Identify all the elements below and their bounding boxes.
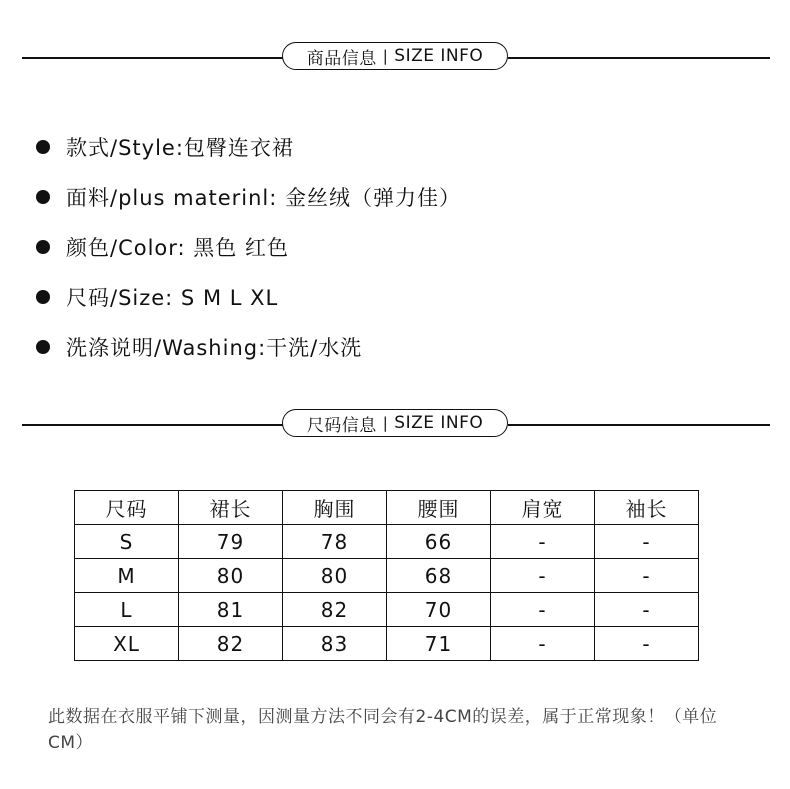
header-rule-right [508, 57, 770, 59]
table-cell: 82 [179, 627, 283, 661]
table-cell: 78 [283, 525, 387, 559]
table-header-cell: 腰围 [387, 491, 491, 525]
table-cell: 71 [387, 627, 491, 661]
table-cell: - [595, 525, 699, 559]
bullet-icon [36, 190, 50, 204]
info-item-text: 面料/plus materinl: 金丝绒（弹力佳） [66, 186, 462, 210]
size-table [74, 490, 699, 661]
table-header-cell: 胸围 [283, 491, 387, 525]
header-rule-left [22, 57, 284, 59]
table-header-row [75, 491, 699, 525]
table-cell: - [491, 593, 595, 627]
table-header-cell: 尺码 [75, 491, 179, 525]
product-info-list [36, 122, 461, 372]
table-cell: S [75, 525, 179, 559]
table-row [75, 593, 699, 627]
table-cell: M [75, 559, 179, 593]
table-cell: 80 [179, 559, 283, 593]
title-separator: | [382, 414, 389, 432]
table-row [75, 627, 699, 661]
info-item-text: 尺码/Size: S M L XL [66, 286, 279, 310]
bullet-icon [36, 290, 50, 304]
table-header-cell: 肩宽 [491, 491, 595, 525]
measurement-note: 此数据在衣服平铺下测量，因测量方法不同会有2-4CM的误差，属于正常现象！（单位CM） [48, 707, 718, 753]
table-cell: 68 [387, 559, 491, 593]
bullet-icon [36, 340, 50, 354]
table-cell: 80 [283, 559, 387, 593]
size-info-pill [282, 409, 508, 437]
info-item-size [36, 272, 461, 322]
table-row [75, 525, 699, 559]
table-row [75, 559, 699, 593]
info-item-material [36, 172, 461, 222]
bullet-icon [36, 240, 50, 254]
table-header-cell: 裙长 [179, 491, 283, 525]
table-header-cell: 袖长 [595, 491, 699, 525]
table-cell: - [595, 559, 699, 593]
table-cell: 66 [387, 525, 491, 559]
table-cell: - [595, 593, 699, 627]
table-cell: - [491, 525, 595, 559]
table-cell: 79 [179, 525, 283, 559]
table-cell: 82 [283, 593, 387, 627]
table-cell: 81 [179, 593, 283, 627]
info-item-text: 款式/Style:包臀连衣裙 [66, 136, 294, 160]
table-cell: 70 [387, 593, 491, 627]
info-item-washing [36, 322, 461, 372]
product-info-title-cn: 商品信息 [306, 48, 377, 69]
info-item-text: 洗涤说明/Washing:干洗/水洗 [66, 336, 363, 360]
header-rule-left [22, 424, 284, 426]
product-info-pill [282, 42, 508, 70]
product-info-header [0, 41, 790, 75]
info-item-text: 颜色/Color: 黑色 红色 [66, 236, 289, 260]
size-info-title-cn: 尺码信息 [306, 415, 377, 436]
size-info-title-en: SIZE INFO [394, 413, 484, 433]
info-item-color [36, 222, 461, 272]
table-cell: - [491, 627, 595, 661]
table-cell: - [595, 627, 699, 661]
table-cell: 83 [283, 627, 387, 661]
header-rule-right [508, 424, 770, 426]
info-item-style [36, 122, 461, 172]
title-separator: | [382, 47, 389, 65]
product-info-title-en: SIZE INFO [394, 46, 484, 66]
table-cell: L [75, 593, 179, 627]
size-info-header [0, 408, 790, 442]
table-cell: XL [75, 627, 179, 661]
table-cell: - [491, 559, 595, 593]
bullet-icon [36, 140, 50, 154]
